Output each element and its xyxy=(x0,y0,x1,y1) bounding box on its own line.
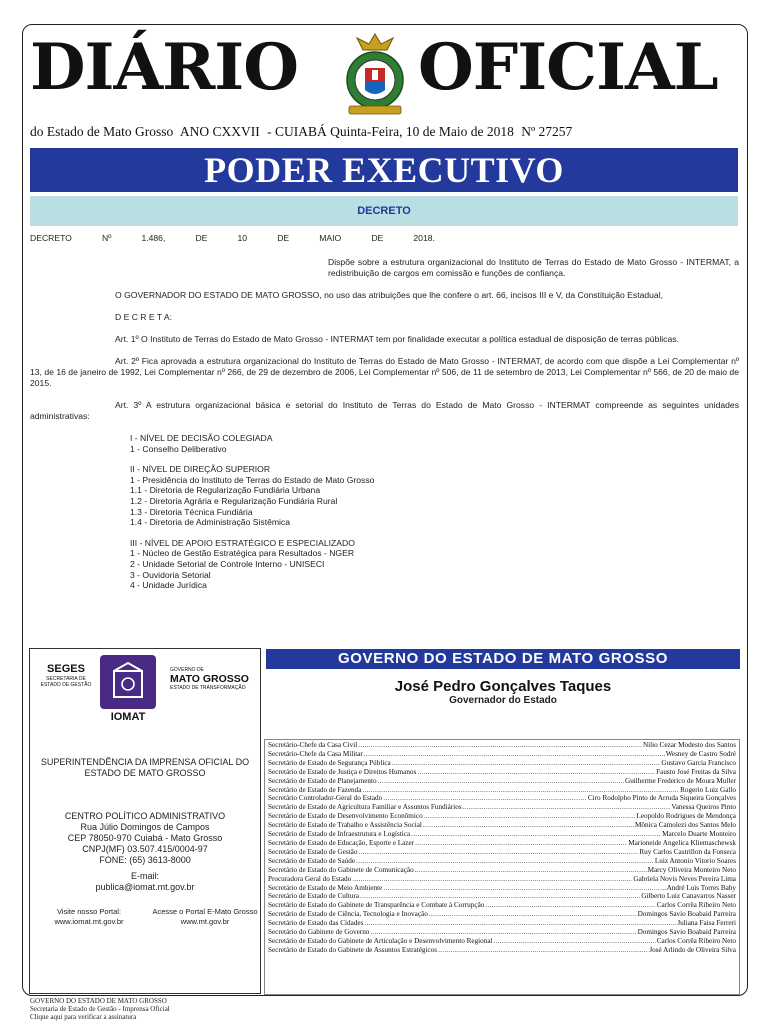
roster-leader-dots xyxy=(424,812,636,821)
roster-role: Procuradora Geral do Estado xyxy=(268,874,352,883)
roster-name: Fausto José Freitas da Silva xyxy=(656,767,736,776)
roster-row xyxy=(268,875,736,884)
roster-role: Secretário de Estado de Gestão xyxy=(268,847,358,856)
edition-year: ANO CXXVII xyxy=(179,124,260,139)
decree-body xyxy=(30,233,739,591)
roster-role: Secretário de Estado do Gabinete de Articulação e Desenvolvimento Regional xyxy=(268,936,493,945)
seges-logo xyxy=(36,663,96,688)
iomat-logo-icon xyxy=(100,655,156,709)
roster-name: Carlos Corrêa Ribeiro Neto xyxy=(656,901,736,910)
roster-name: Mônica Camolezi dos Santos Melo xyxy=(634,821,736,830)
roster-role: Secretário de Estado de Meio Ambiente xyxy=(268,883,383,892)
roster-name: Gustavo Garcia Francisco xyxy=(661,758,736,767)
level-2 xyxy=(130,464,739,528)
level-item: 2 - Unidade Setorial de Controle Interno - UNISECI xyxy=(130,558,325,569)
portal-right-label: Acesse o Portal E-Mato Grosso xyxy=(152,907,258,916)
level-item: 4 - Unidade Jurídica xyxy=(130,580,207,591)
roster-role: Secretário de Estado de Planejamento xyxy=(268,776,377,785)
header-word: DE xyxy=(371,233,384,243)
level-title: II - NÍVEL DE DIREÇÃO SUPERIOR xyxy=(130,464,271,475)
roster-name: Gabriela Novis Neves Pereira Lima xyxy=(633,874,736,883)
roster-leader-dots xyxy=(485,901,655,910)
roster-name: Marcy Oliveira Monteiro Neto xyxy=(647,865,736,874)
roster-name: Leopoldo Rodrigues de Mendonça xyxy=(636,812,736,821)
roster-leader-dots xyxy=(364,750,665,759)
logo-strip xyxy=(30,649,260,731)
header-word: MAIO xyxy=(319,233,342,243)
portal-left-label: Visite nosso Portal: xyxy=(56,907,122,916)
roster-name: Luiz Antonio Vitorio Soares xyxy=(654,856,736,865)
roster-row xyxy=(268,821,736,830)
superintendencia: SUPERINTENDÊNCIA DA IMPRENSA OFICIAL DO ESTADO DE MATO GROSSO xyxy=(40,757,250,778)
roster-row xyxy=(268,741,736,750)
level-title: III - NÍVEL DE APOIO ESTRATÉGICO E ESPECIALIZADO xyxy=(130,537,355,548)
roster-row xyxy=(268,786,736,795)
roster-name: Ciro Rodolpho Pinto de Arruda Siqueira Gonçalves xyxy=(587,794,736,803)
address-line: FONE: (65) 3613-8000 xyxy=(99,855,191,865)
gov-small: GOVERNO DE xyxy=(170,667,204,673)
roster-leader-dots xyxy=(415,866,647,875)
roster-row xyxy=(268,777,736,786)
roster-row xyxy=(268,830,736,839)
decree-ementa: Dispõe sobre a estrutura organizacional do Instituto de Terras do Estado de Mato Grosso - INTERMAT, a redistribuição de cargos em comissão e funções de confiança. xyxy=(328,257,739,278)
roster-name: Domingos Savio Boabaid Parreira xyxy=(637,928,736,937)
email-label: E-mail: xyxy=(130,871,159,881)
roster-role: Secretário de Estado de Saúde xyxy=(268,856,356,865)
roster-role: Secretário de Estado do Gabinete de Comunicação xyxy=(268,865,414,874)
state-seal-icon xyxy=(335,30,415,122)
edition-publisher: do Estado de Mato Grosso xyxy=(30,124,174,139)
roster-role: Secretário de Estado de Infraestrutura e Logística xyxy=(268,830,411,839)
page-footer xyxy=(30,997,170,1021)
roster-row xyxy=(268,946,736,955)
address-line: CNPJ(MF) 03.507.415/0004-97 xyxy=(82,844,208,854)
doc-type-bar: DECRETO xyxy=(30,196,738,226)
roster-name: Juliana Faisa Ferreri xyxy=(677,919,736,928)
roster-row xyxy=(268,768,736,777)
address-line: CEP 78050-970 Cuiabá - Mato Grosso xyxy=(67,833,223,843)
level-item: 1 - Núcleo de Gestão Estratégica para Resultados - NGER xyxy=(130,548,355,559)
roster-leader-dots xyxy=(429,910,637,919)
governor-role: Governador do Estado xyxy=(449,695,557,706)
roster-row xyxy=(268,910,736,919)
iomat-label: IOMAT xyxy=(110,711,146,723)
roster-leader-dots xyxy=(463,803,671,812)
roster-role: Secretário de Estado de Segurança Pública xyxy=(268,758,391,767)
header-word: Nº xyxy=(101,233,112,243)
portal-left-link[interactable]: www.iomat.mt.gov.br xyxy=(54,916,124,926)
roster-name: Carlos Corrêa Ribeiro Neto xyxy=(656,936,736,945)
edition-line xyxy=(30,124,740,140)
roster-leader-dots xyxy=(392,759,661,768)
roster-leader-dots xyxy=(411,830,661,839)
email-block xyxy=(30,871,260,893)
roster-name: Guilherme Frederico de Moura Muller xyxy=(625,776,736,785)
roster-leader-dots xyxy=(383,884,665,893)
level-title: I - NÍVEL DE DECISÃO COLEGIADA xyxy=(130,433,273,443)
level-item: 1.1 - Diretoria de Regularização Fundiária Urbana xyxy=(130,485,321,496)
roster-row xyxy=(268,794,736,803)
header-word: 10 xyxy=(237,233,248,243)
roster-row xyxy=(268,866,736,875)
gov-mt-logo xyxy=(170,667,260,691)
roster-name: Wesney de Castro Sodré xyxy=(665,749,736,758)
header-word: DECRETO xyxy=(30,233,72,243)
portal-right xyxy=(150,907,260,926)
portal-right-link[interactable]: www.mt.gov.br xyxy=(180,916,230,926)
roster-name: Marcelo Duarte Monteiro xyxy=(662,830,736,839)
roster-name: Domingos Savio Boabaid Parreira xyxy=(637,910,736,919)
roster-role: Secretário-Chefe da Casa Civil xyxy=(268,741,358,749)
roster-row xyxy=(268,919,736,928)
roster-role: Secretário de Estado das Cidades xyxy=(268,919,364,928)
roster-row xyxy=(268,937,736,946)
roster-leader-dots xyxy=(378,777,624,786)
gov-slogan: ESTADO DE TRANSFORMAÇÃO xyxy=(170,685,246,691)
roster-leader-dots xyxy=(358,741,642,750)
roster-role: Secretário de Estado do Gabinete de Assuntos Estratégicos xyxy=(268,945,438,954)
header-word: 2018. xyxy=(413,233,435,243)
roster-leader-dots xyxy=(415,839,627,848)
roster-row xyxy=(268,892,736,901)
roster-role: Secretário do Gabinete de Governo xyxy=(268,928,370,937)
roster-leader-dots xyxy=(370,928,636,937)
level-item: 1.3 - Diretoria Técnica Fundiária xyxy=(130,506,253,517)
roster-leader-dots xyxy=(438,946,648,955)
decree-art3: Art. 3º A estrutura organizacional básica e setorial do Instituto de Terras do Estado de Mato Grosso - INTERMAT compreende as seguintes unidades administrativas: xyxy=(30,400,739,421)
roster-name: Marioneide Angelica Kliemaschewsk xyxy=(628,838,736,847)
roster-row xyxy=(268,750,736,759)
decree-decreta: D E C R E T A: xyxy=(115,312,172,322)
roster-row xyxy=(268,857,736,866)
level-item: 1.4 - Diretoria de Administração Sistêmica xyxy=(130,517,291,528)
roster-role: Secretário de Estado de Agricultura Familiar e Assuntos Fundiários xyxy=(268,803,462,812)
roster-name: Vanessa Queiros Pinto xyxy=(671,803,736,812)
roster-role: Secretário de Estado de Justiça e Direitos Humanos xyxy=(268,767,417,776)
roster-row xyxy=(268,901,736,910)
level-item: 3 - Ouvidoria Setorial xyxy=(130,569,211,580)
decree-header-line xyxy=(30,233,435,244)
roster-leader-dots xyxy=(364,919,676,928)
seges-subtitle: SECRETARIA DE ESTADO DE GESTÃO xyxy=(40,676,92,688)
address-line: CENTRO POLÍTICO ADMINISTRATIVO xyxy=(64,811,226,821)
roster-role: Secretário de Estado de Educação, Esporte e Lazer xyxy=(268,838,415,847)
edition-number: Nº 27257 xyxy=(521,124,573,139)
roster-name: Ruy Carlos Castrillon da Fonseca xyxy=(639,847,736,856)
roster-leader-dots xyxy=(383,794,587,803)
roster-row xyxy=(268,884,736,893)
decree-art2: Art. 2º Fica aprovada a estrutura organizacional do Instituto de Terras do Estado de Mato Grosso - INTERMAT, de acordo com que dispõe a Lei Complementar nº 13, de 16 de janeiro de 1992, Lei Complementar nº 266, de 29 de dezembro de 2006, Lei Complementar nº 506, de 11 de setembro de 2013, Lei Complementar nº 566, de 20 de maio de 2015. xyxy=(30,356,739,388)
secretaries-roster xyxy=(264,739,740,995)
roster-leader-dots xyxy=(358,848,638,857)
masthead xyxy=(30,30,740,122)
roster-row xyxy=(268,839,736,848)
roster-name: Rogerio Luiz Gallo xyxy=(680,785,736,794)
roster-role: Secretário de Estado do Gabinete de Transparência e Combate à Corrupção xyxy=(268,901,485,910)
roster-role: Secretário de Estado de Fazenda xyxy=(268,785,362,794)
roster-name: André Luis Torres Baby xyxy=(666,883,736,892)
governor-name: José Pedro Gonçalves Taques xyxy=(394,678,612,695)
level-3 xyxy=(130,538,739,591)
section-title: PODER EXECUTIVO xyxy=(30,148,738,192)
roster-row xyxy=(268,803,736,812)
level-item: 1.2 - Diretoria Agrária e Regularização Fundiária Rural xyxy=(130,495,338,506)
masthead-right-word: OFICIAL xyxy=(418,30,718,105)
level-1 xyxy=(130,433,739,454)
roster-role: Secretário de Estado de Desenvolvimento Econômico xyxy=(268,812,423,821)
footer-signature-link[interactable]: Clique aqui para verificar a assinatura xyxy=(30,1013,137,1021)
roster-leader-dots xyxy=(494,937,656,946)
roster-row xyxy=(268,928,736,937)
roster-row xyxy=(268,759,736,768)
gov-name: MATO GROSSO xyxy=(170,673,249,685)
roster-name: Nilio Cezar Modesto dos Santos xyxy=(642,741,736,749)
roster-row xyxy=(268,812,736,821)
roster-role: Secretário de Estado de Cultura xyxy=(268,892,360,901)
roster-role: Secretário de Estado de Ciência, Tecnologia e Inovação xyxy=(268,910,428,919)
portal-left xyxy=(34,907,144,926)
imprensa-sidebar xyxy=(29,648,261,994)
roster-leader-dots xyxy=(360,892,640,901)
header-word: 1.486, xyxy=(141,233,166,243)
header-word: DE xyxy=(195,233,208,243)
roster-name: Gilberto Luiz Canavarros Nasser xyxy=(641,892,736,901)
roster-leader-dots xyxy=(423,821,634,830)
decree-art1: Art. 1º O Instituto de Terras do Estado de Mato Grosso - INTERMAT tem por finalidade executar a política estadual de disposição de terras públicas. xyxy=(115,334,679,344)
masthead-left-word: DIÁRIO xyxy=(30,30,298,105)
roster-role: Secretário de Estado de Trabalho e Assistência Social xyxy=(268,821,422,830)
level-item: 1 - Presidência do Instituto de Terras do Estado de Mato Grosso xyxy=(130,474,375,485)
footer-line: GOVERNO DO ESTADO DE MATO GROSSO xyxy=(30,997,167,1005)
footer-line: Secretaria de Estado de Gestão - Imprensa Oficial xyxy=(30,1005,170,1013)
address-line: Rua Júlio Domingos de Campos xyxy=(80,822,210,832)
roster-role: Secretário-Chefe da Casa Militar xyxy=(268,749,363,758)
roster-row xyxy=(268,848,736,857)
email-link[interactable]: publica@iomat.mt.gov.br xyxy=(95,882,195,892)
roster-leader-dots xyxy=(362,786,679,795)
roster-leader-dots xyxy=(352,875,632,884)
roster-role: Secretário Controlador-Geral do Estado xyxy=(268,794,383,803)
roster-leader-dots xyxy=(356,857,654,866)
roster-leader-dots xyxy=(417,768,655,777)
seges-name: SEGES xyxy=(47,663,85,675)
decree-preamble: O GOVERNADOR DO ESTADO DE MATO GROSSO, no uso das atribuições que lhe confere o art. 66, incisos III e V, da Constituição Estadual, xyxy=(115,290,664,300)
header-word: DE xyxy=(277,233,290,243)
edition-date: - CUIABÁ Quinta-Feira, 10 de Maio de 2018 xyxy=(267,124,514,139)
government-banner: GOVERNO DO ESTADO DE MATO GROSSO xyxy=(266,649,740,669)
roster-name: José Arlindo de Oliveira Silva xyxy=(649,945,736,954)
level-item: 1 - Conselho Deliberativo xyxy=(130,443,227,454)
address-block xyxy=(30,811,260,866)
